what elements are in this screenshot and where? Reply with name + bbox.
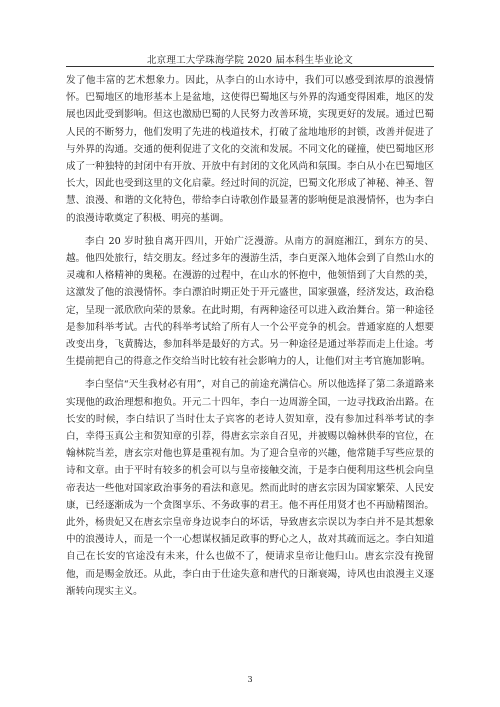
body-text xyxy=(66,72,434,606)
paragraph: 李白 20 岁时独自离开四川，开始广泛漫游。从南方的洞庭湘江，到东方的吴、越。他四处旅行，结交朋友。经过多年的漫游生活，李白更深入地体会到了自然山水的灵魂和人格精神的奥秘。在漫游的过程中，在山水的怀抱中，他领悟到了大自然的美，这激发了他的浪漫情怀。李白漂泊时期正处于开元盛世，国家强盛，经济发达，政治稳定，呈现一派欣欣向荣的景象。在此时期，有两种途径可以进入政治舞台。第一种途径是参加科举考试。古代的科举考试给了所有人一个公平竞争的机会。普通家庭的人想要改变出身，飞黄腾达，参加科举是最好的方式。另一种途径是通过举荐而走上仕途。考生提前把自己的得意之作交给当时比较有社会影响力的人，让他们对主考官施加影响。 xyxy=(66,235,434,368)
running-header: 北京理工大学珠海学院 2020 届本科生毕业论文 xyxy=(146,55,354,66)
paragraph: 李白坚信“天生我材必有用”，对自己的前途充满信心。所以他选择了第二条道路来实现他的政治理想和抱负。开元二十四年，李白一边周游全国，一边寻找政治出路。在长安的时候，李白结识了当时仕太子宾客的老诗人贺知章，没有参加过科举考试的李白，幸得玉真公主和贺知章的引荐，得唐玄宗亲自召见，并被赐以翰林供奉的官位，在翰林院当差，唐玄宗对他也算是重视有加。为了迎合皇帝的兴趣，他常随手写些应景的诗和文章。由于平时有较多的机会可以与皇帝接触交流，于是李白便利用这些机会向皇帝表达一些他对国家政治事务的看法和意见。然而此时的唐玄宗因为国家繁荣、人民安康，已经逐渐成为一个贪图享乐、不务政事的君王。他不再任用贤才也不再励精图治。此外，杨贵妃又在唐玄宗皇帝身边说李白的坏话，导致唐玄宗误以为李白并不是其想象中的浪漫诗人，而是一个一心想谋权插足政事的野心之人，故对其疏而远之。李白知道自己在长安的官途没有未来，什么也做不了，便请求皇帝让他归山。唐玄宗没有挽留他，而是赐金放还。从此，李白由于仕途失意和唐代的日渐衰竭，诗风也由浪漫主义逐渐转向现实主义。 xyxy=(66,379,434,597)
header-rule xyxy=(66,66,434,67)
paragraph-continued: 发了他丰富的艺术想象力。因此，从李白的山水诗中，我们可以感受到浓厚的浪漫情怀。巴蜀地区的地形基本上是盆地，这使得巴蜀地区与外界的沟通变得困难，地区的发展也因此受到影响。但这也激励巴蜀的人民努力改善环境，实现更好的发展。通过巴蜀人民的不断努力，他们发明了先进的栈道技术，打破了盆地地形的封锁，改善并促进了与外界的沟通。交通的便利促进了文化的交流和发展。不同文化的碰撞，使巴蜀地区形成了一种独特的封闭中有开放、开放中有封闭的文化风尚和氛围。李白从小在巴蜀地区长大，因此也受到这里的文化启蒙。经过时间的沉淀，巴蜀文化形成了神秘、神圣、智慧、浪漫、和谐的文化特色，带给李白诗歌创作最显著的影响便是浪漫情怀，也为李白的浪漫诗歌奠定了积极、明亮的基调。 xyxy=(66,75,434,224)
page-number: 3 xyxy=(247,675,253,684)
